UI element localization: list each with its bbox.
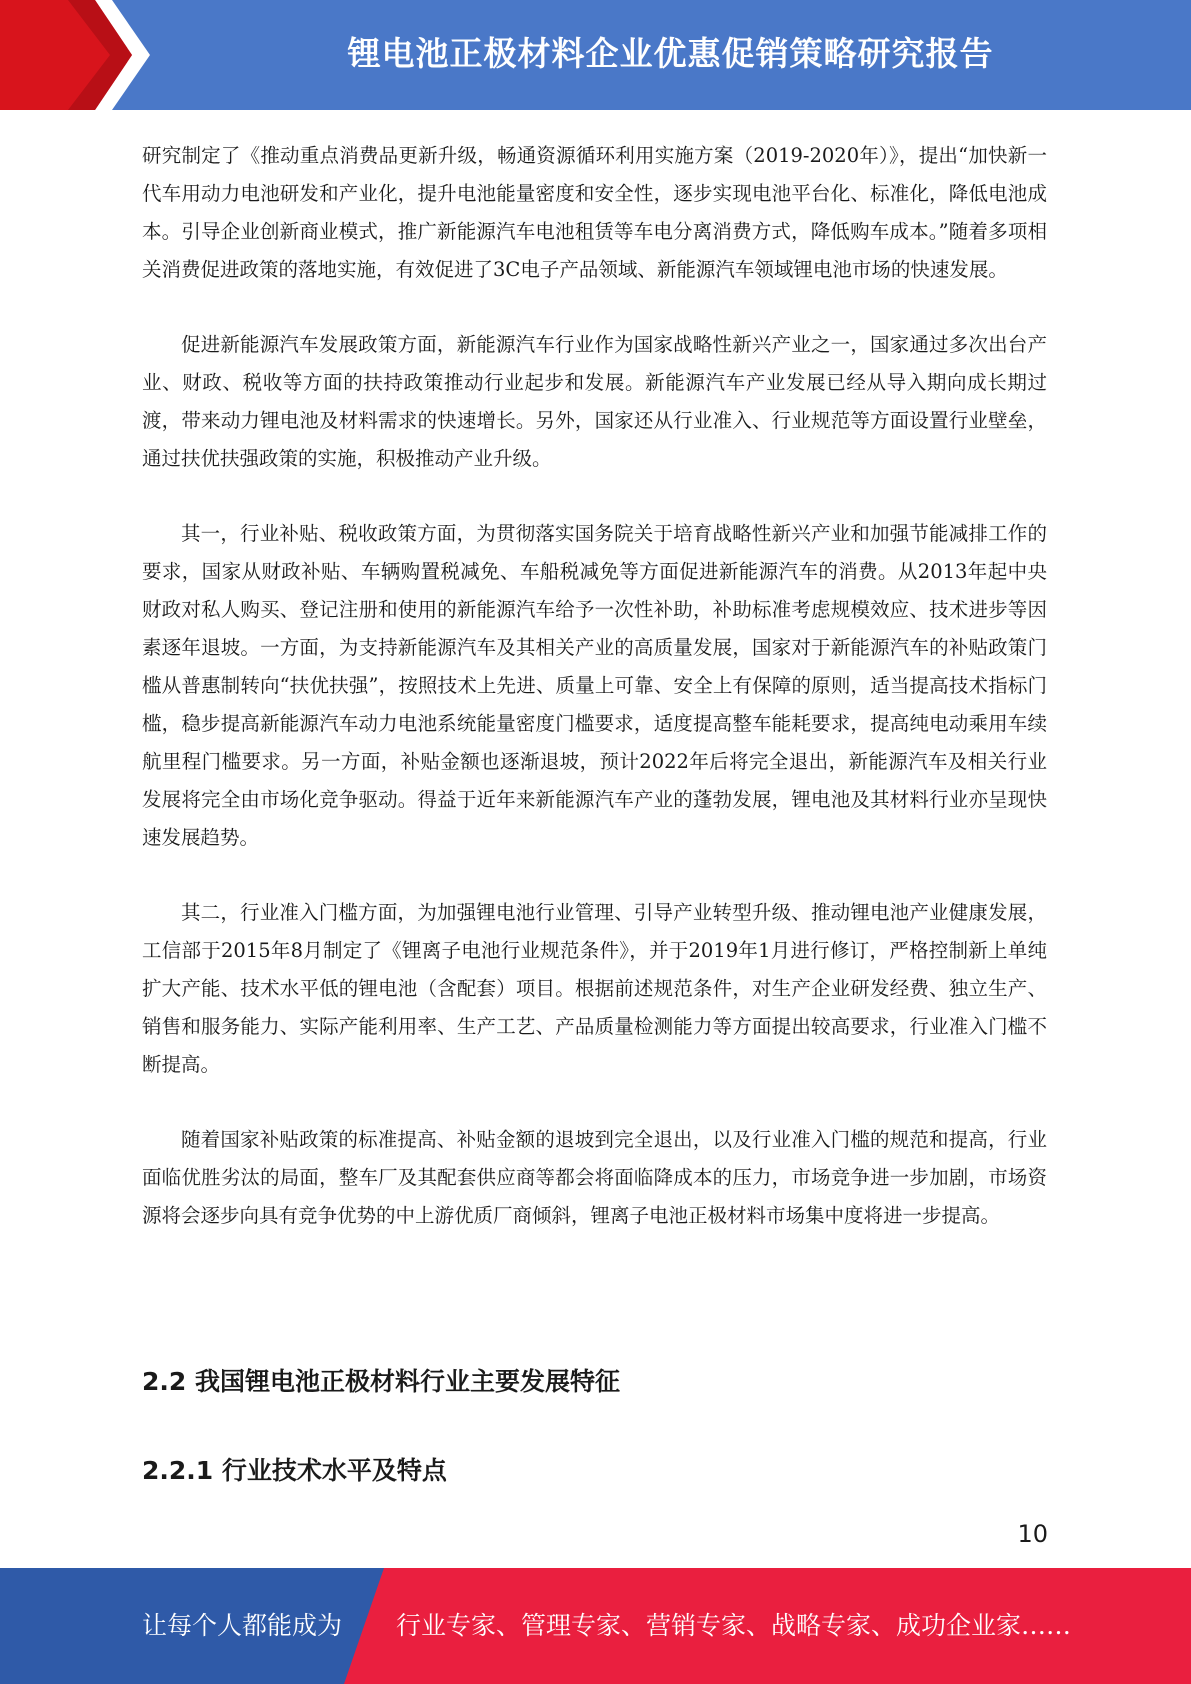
body-content: [142, 137, 1047, 1272]
paragraph: 其一，行业补贴、税收政策方面，为贯彻落实国务院关于培育战略性新兴产业和加强节能减排工作的要求，国家从财政补贴、车辆购置税减免、车船税减免等方面促进新能源汽车的消费。从2013年起中央财政对私人购买、登记注册和使用的新能源汽车给予一次性补助，补助标准考虑规模效应、技术进步等因素逐年退坡。一方面，为支持新能源汽车及其相关产业的高质量发展，国家对于新能源汽车的补贴政策门槛从普惠制转向“扶优扶强”，按照技术上先进、质量上可靠、安全上有保障的原则，适当提高技术指标门槛，稳步提高新能源汽车动力电池系统能量密度门槛要求，适度提高整车能耗要求，提高纯电动乘用车续航里程门槛要求。另一方面，补贴金额也逐渐退坡，预计2022年后将完全退出，新能源汽车及相关行业发展将完全由市场化竞争驱动。得益于近年来新能源汽车产业的蓬勃发展，锂电池及其材料行业亦呈现快速发展趋势。: [142, 522, 1047, 849]
paragraph: 促进新能源汽车发展政策方面，新能源汽车行业作为国家战略性新兴产业之一，国家通过多次出台产业、财政、税收等方面的扶持政策推动行业起步和发展。新能源汽车产业发展已经从导入期向成长期过渡，带来动力锂电池及材料需求的快速增长。另外，国家还从行业准入、行业规范等方面设置行业壁垒，通过扶优扶强政策的实施，积极推动产业升级。: [142, 333, 1047, 470]
paragraph: 研究制定了《推动重点消费品更新升级，畅通资源循环利用实施方案（2019-2020年）》，提出“加快新一代车用动力电池研发和产业化，提升电池能量密度和安全性，逐步实现电池平台化、标准化，降低电池成本。引导企业创新商业模式，推广新能源汽车电池租赁等车电分离消费方式，降低购车成本。”随着多项相关消费促进政策的落地实施，有效促进了3C电子产品领域、新能源汽车领域锂电池市场的快速发展。: [142, 144, 1047, 281]
page-header: [0, 0, 1191, 110]
section-heading: 2.2 我国锂电池正极材料行业主要发展特征: [142, 1367, 620, 1396]
page-number: 10: [1017, 1520, 1048, 1548]
footer-slogan-right: 行业专家、管理专家、营销专家、战略专家、成功企业家……: [396, 1611, 1072, 1640]
subsection-heading: 2.2.1 行业技术水平及特点: [142, 1456, 447, 1485]
footer-slogan-left: 让每个人都能成为: [142, 1611, 343, 1640]
paragraph: 随着国家补贴政策的标准提高、补贴金额的退坡到完全退出，以及行业准入门槛的规范和提高，行业面临优胜劣汰的局面，整车厂及其配套供应商等都会将面临降成本的压力，市场竞争进一步加剧，市场资源将会逐步向具有竞争优势的中上游优质厂商倾斜，锂离子电池正极材料市场集中度将进一步提高。: [142, 1128, 1047, 1227]
page-footer: [0, 1568, 1191, 1684]
paragraph: 其二，行业准入门槛方面，为加强锂电池行业管理、引导产业转型升级、推动锂电池产业健康发展，工信部于2015年8月制定了《锂离子电池行业规范条件》，并于2019年1月进行修订，严格控制新上单纯扩大产能、技术水平低的锂电池（含配套）项目。根据前述规范条件，对生产企业研发经费、独立生产、销售和服务能力、实际产能利用率、生产工艺、产品质量检测能力等方面提出较高要求，行业准入门槛不断提高。: [142, 901, 1047, 1076]
report-title: 锂电池正极材料企业优惠促销策略研究报告: [347, 34, 994, 73]
